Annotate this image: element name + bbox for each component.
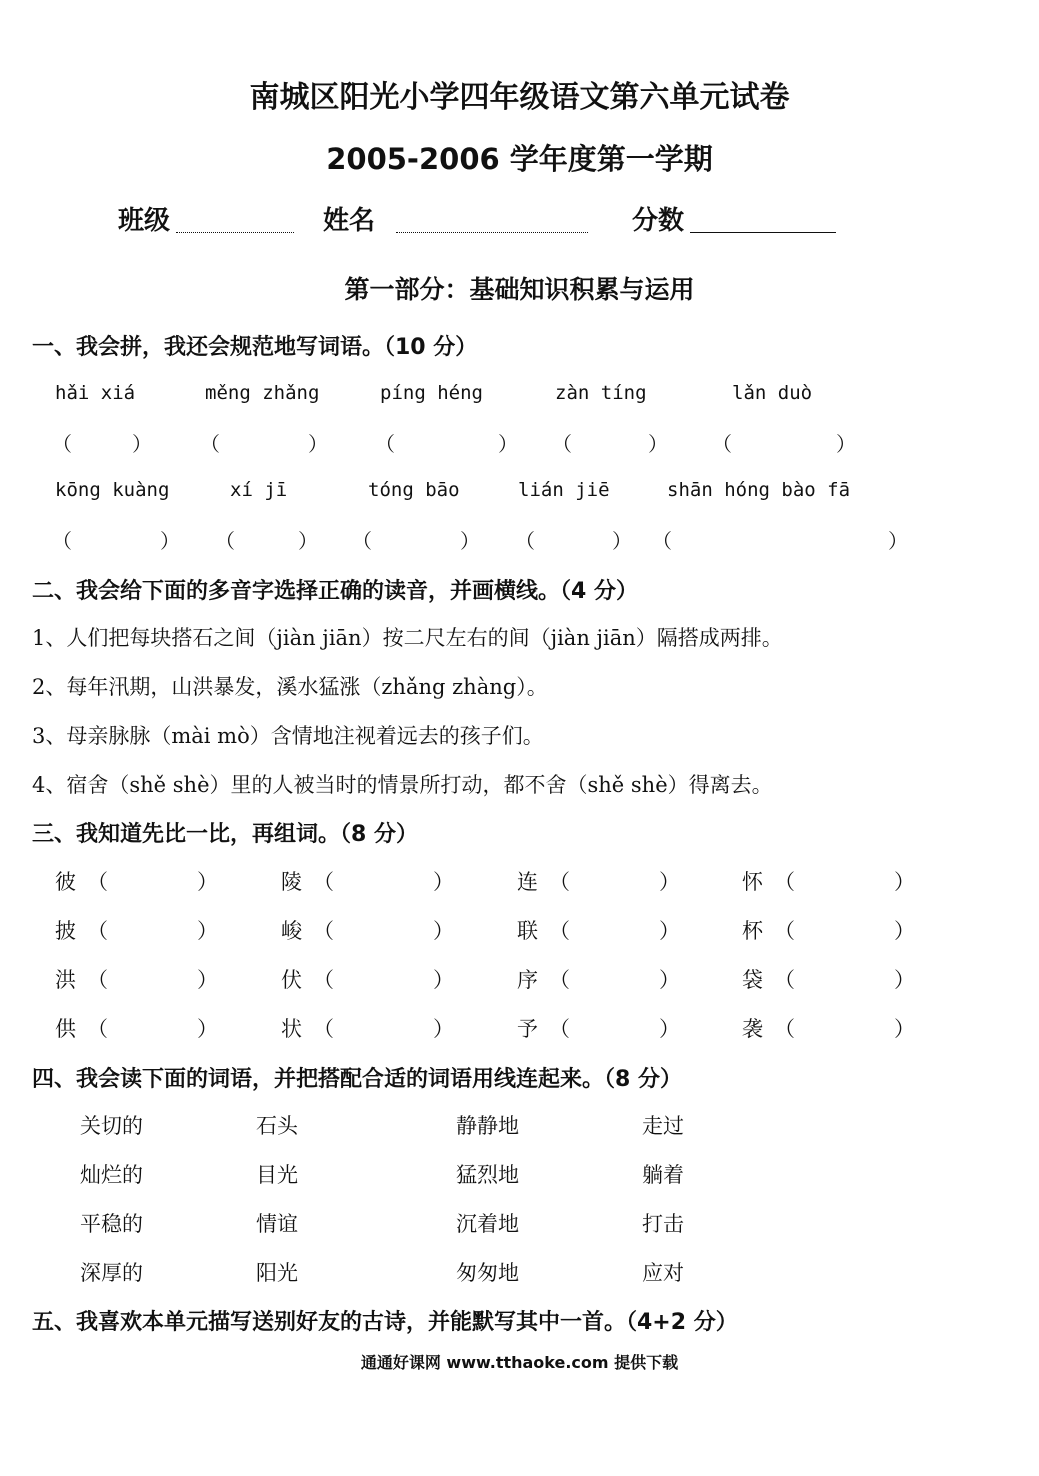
section5-heading: 五、我喜欢本单元描写送别好友的古诗，并能默写其中一首。（4+2 分）	[32, 1310, 738, 1335]
answer-paren-open: （	[375, 432, 395, 456]
answer-paren-open: （	[87, 1017, 108, 1041]
compare-character: 供	[55, 1017, 76, 1041]
answer-paren-open: （	[549, 1017, 570, 1041]
compare-character: 披	[55, 919, 76, 943]
answer-paren-close: ）	[659, 870, 680, 894]
compare-character: 怀	[742, 870, 763, 894]
answer-paren-open: （	[549, 919, 570, 943]
word-item: 沉着地	[456, 1212, 519, 1236]
pinyin-item: shān hóng bào fā	[667, 479, 851, 501]
word-item: 猛烈地	[456, 1163, 519, 1187]
question-line: 4、宿舍（shě shè）里的人被当时的情景所打动，都不舍（shě shè）得离去。	[32, 773, 773, 797]
section4-heading: 四、我会读下面的词语，并把搭配合适的词语用线连起来。（8 分）	[32, 1067, 682, 1092]
compare-character: 杯	[742, 919, 763, 943]
answer-paren-open: （	[313, 919, 334, 943]
compare-character: 予	[517, 1017, 538, 1041]
answer-paren-close: ）	[460, 529, 480, 553]
answer-paren-open: （	[652, 529, 672, 553]
answer-paren-close: ）	[433, 1017, 454, 1041]
pinyin-item: xí jī	[230, 479, 288, 501]
question-line: 1、人们把每块搭石之间（jiàn jiān）按二尺左右的间（jiàn jiān）隔搭成两排。	[32, 626, 783, 650]
compare-character: 洪	[55, 968, 76, 992]
score-label: 分数	[632, 206, 685, 236]
answer-paren-open: （	[352, 529, 372, 553]
pinyin-item: měng zhǎng	[205, 382, 320, 404]
compare-character: 陵	[281, 870, 302, 894]
answer-paren-open: （	[549, 870, 570, 894]
compare-character: 序	[517, 968, 538, 992]
compare-character: 彼	[55, 870, 76, 894]
compare-character: 联	[517, 919, 538, 943]
word-item: 阳光	[256, 1261, 298, 1285]
part1-title: 第一部分：基础知识积累与运用	[344, 275, 695, 304]
pinyin-item: lián jiē	[518, 479, 610, 501]
word-item: 平稳的	[80, 1212, 143, 1236]
answer-paren-close: ）	[433, 919, 454, 943]
word-item: 深厚的	[80, 1261, 143, 1285]
name-blank[interactable]	[396, 232, 588, 233]
word-item: 躺着	[642, 1163, 684, 1187]
answer-paren-close: ）	[160, 529, 180, 553]
word-item: 静静地	[456, 1114, 519, 1138]
word-item: 走过	[642, 1114, 684, 1138]
answer-paren-open: （	[774, 1017, 795, 1041]
answer-paren-close: ）	[197, 919, 218, 943]
answer-paren-close: ）	[659, 919, 680, 943]
compare-character: 袋	[742, 968, 763, 992]
answer-paren-open: （	[552, 432, 572, 456]
footer-credit: 通通好课网 www.tthaoke.com 提供下载	[360, 1353, 679, 1372]
answer-paren-close: ）	[894, 1017, 915, 1041]
answer-paren-close: ）	[894, 968, 915, 992]
question-line: 3、母亲脉脉（mài mò）含情地注视着远去的孩子们。	[32, 724, 544, 748]
pinyin-item: píng héng	[380, 382, 483, 404]
answer-paren-close: ）	[197, 870, 218, 894]
compare-character: 状	[281, 1017, 302, 1041]
answer-paren-close: ）	[132, 432, 152, 456]
answer-paren-close: ）	[298, 529, 318, 553]
answer-paren-close: ）	[894, 870, 915, 894]
answer-paren-close: ）	[197, 1017, 218, 1041]
answer-paren-open: （	[87, 870, 108, 894]
exam-title: 南城区阳光小学四年级语文第六单元试卷	[249, 80, 790, 115]
answer-paren-open: （	[87, 919, 108, 943]
pinyin-item: tóng bāo	[368, 479, 460, 501]
answer-paren-close: ）	[612, 529, 632, 553]
answer-paren-open: （	[313, 1017, 334, 1041]
name-label: 姓名	[323, 206, 376, 236]
section3-heading: 三、我知道先比一比，再组词。（8 分）	[32, 822, 418, 847]
word-item: 灿烂的	[80, 1163, 143, 1187]
word-item: 目光	[256, 1163, 298, 1187]
compare-character: 连	[517, 870, 538, 894]
score-blank[interactable]	[690, 232, 836, 233]
answer-paren-open: （	[774, 968, 795, 992]
answer-paren-open: （	[774, 870, 795, 894]
answer-paren-open: （	[215, 529, 235, 553]
pinyin-item: kōng kuàng	[55, 479, 170, 501]
answer-paren-open: （	[313, 870, 334, 894]
word-item: 打击	[642, 1212, 684, 1236]
class-label: 班级	[118, 206, 171, 236]
answer-paren-close: ）	[888, 529, 908, 553]
answer-paren-close: ）	[498, 432, 518, 456]
word-item: 情谊	[256, 1212, 298, 1236]
compare-character: 袭	[742, 1017, 763, 1041]
answer-paren-close: ）	[197, 968, 218, 992]
section2-heading: 二、我会给下面的多音字选择正确的读音，并画横线。（4 分）	[32, 579, 638, 604]
answer-paren-open: （	[87, 968, 108, 992]
answer-paren-close: ）	[659, 1017, 680, 1041]
pinyin-item: lǎn duò	[732, 382, 813, 404]
answer-paren-open: （	[515, 529, 535, 553]
answer-paren-close: ）	[433, 870, 454, 894]
answer-paren-close: ）	[648, 432, 668, 456]
question-line: 2、每年汛期，山洪暴发，溪水猛涨（zhǎng zhàng）。	[32, 675, 548, 699]
answer-paren-open: （	[774, 919, 795, 943]
word-item: 关切的	[80, 1114, 143, 1138]
answer-paren-open: （	[52, 529, 72, 553]
answer-paren-close: ）	[659, 968, 680, 992]
answer-paren-close: ）	[433, 968, 454, 992]
compare-character: 峻	[281, 919, 302, 943]
answer-paren-close: ）	[894, 919, 915, 943]
answer-paren-open: （	[200, 432, 220, 456]
word-item: 应对	[642, 1261, 684, 1285]
answer-paren-open: （	[712, 432, 732, 456]
word-item: 匆匆地	[456, 1261, 519, 1285]
compare-character: 伏	[281, 968, 302, 992]
exam-subtitle: 2005-2006 学年度第一学期	[326, 142, 713, 176]
pinyin-item: zàn tíng	[555, 382, 647, 404]
answer-paren-open: （	[549, 968, 570, 992]
answer-paren-close: ）	[836, 432, 856, 456]
pinyin-item: hǎi xiá	[55, 382, 136, 404]
answer-paren-open: （	[313, 968, 334, 992]
section1-heading: 一、我会拼，我还会规范地写词语。（10 分）	[32, 335, 478, 360]
word-item: 石头	[256, 1114, 298, 1138]
answer-paren-close: ）	[308, 432, 328, 456]
answer-paren-open: （	[52, 432, 72, 456]
class-blank[interactable]	[176, 232, 294, 233]
